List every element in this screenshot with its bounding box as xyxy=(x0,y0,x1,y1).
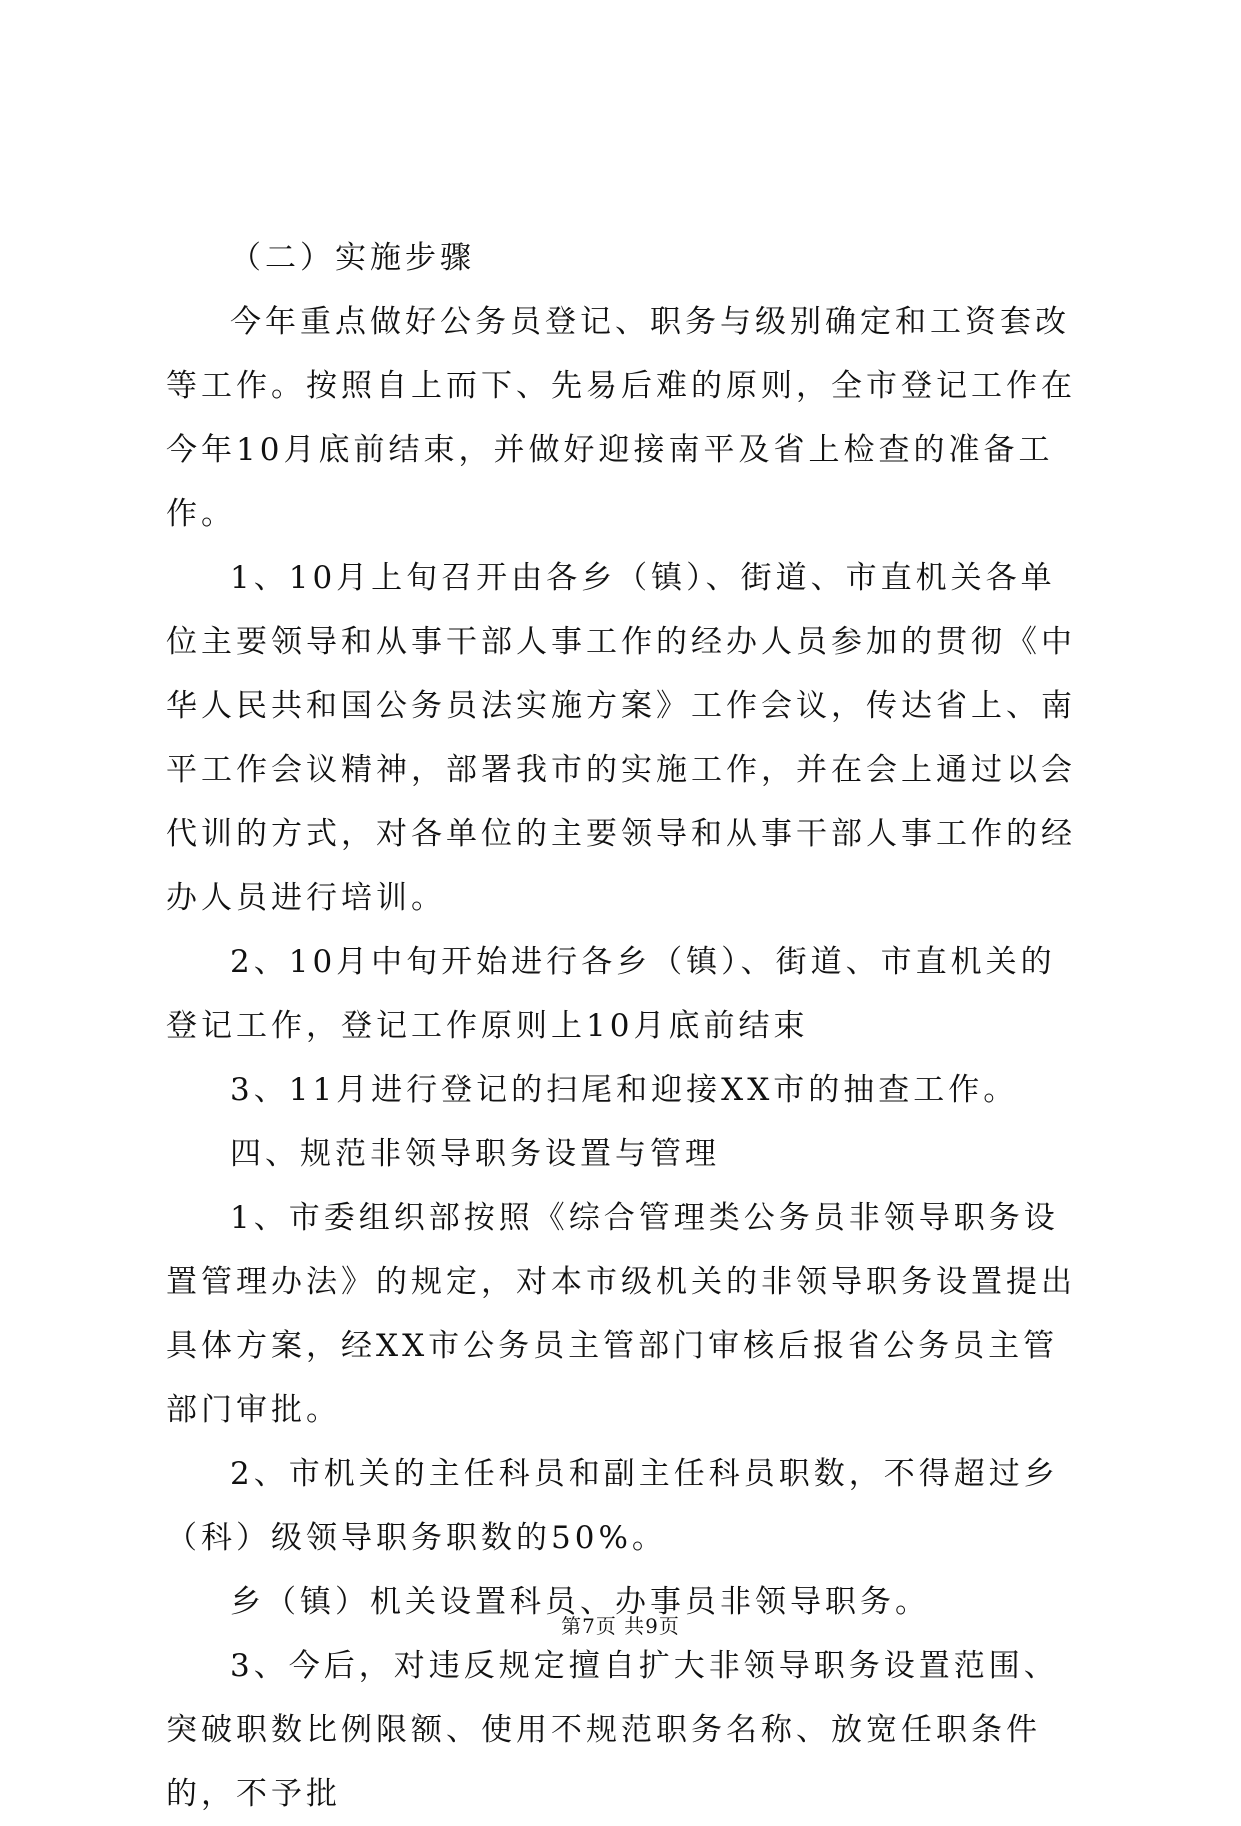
paragraph-township-setting: 乡（镇）机关设置科员、办事员非领导职务。 xyxy=(230,1584,930,1620)
paragraph-item-3: 3、今后，对违反规定擅自扩大非领导职务设置范围、突破职数比例限额、使用不规范职务名称、放宽任职条件的，不予批 xyxy=(166,1648,1059,1812)
paragraph-step-1: 1、10月上旬召开由各乡（镇）、街道、市直机关各单位主要领导和从事干部人事工作的经办人员参加的贯彻《中华人民共和国公务员法实施方案》工作会议，传达省上、南平工作会议精神，部署我市的实施工作，并在会上通过以会代训的方式，对各单位的主要领导和从事干部人事工作的经办人员进行培训。 xyxy=(166,560,1076,916)
document-body xyxy=(166,226,1086,1826)
section-heading-non-leadership-positions: 四、规范非领导职务设置与管理 xyxy=(230,1136,720,1172)
paragraph-step-3: 3、11月进行登记的扫尾和迎接XX市的抽查工作。 xyxy=(230,1072,1019,1108)
paragraph-item-2: 2、市机关的主任科员和副主任科员职数，不得超过乡（科）级领导职务职数的50%。 xyxy=(166,1456,1059,1556)
paragraph-annual-focus: 今年重点做好公务员登记、职务与级别确定和工资套改等工作。按照自上而下、先易后难的原则，全市登记工作在今年10月底前结束，并做好迎接南平及省上检查的准备工作。 xyxy=(166,304,1076,532)
page-footer: 第7页 共9页 xyxy=(561,1614,680,1638)
paragraph-step-2: 2、10月中旬开始进行各乡（镇）、街道、市直机关的登记工作，登记工作原则上10月底前结束 xyxy=(166,944,1056,1044)
section-heading-implementation-steps: （二）实施步骤 xyxy=(230,240,475,276)
paragraph-item-1: 1、市委组织部按照《综合管理类公务员非领导职务设置管理办法》的规定，对本市级机关的非领导职务设置提出具体方案，经XX市公务员主管部门审核后报省公务员主管部门审批。 xyxy=(166,1200,1076,1428)
